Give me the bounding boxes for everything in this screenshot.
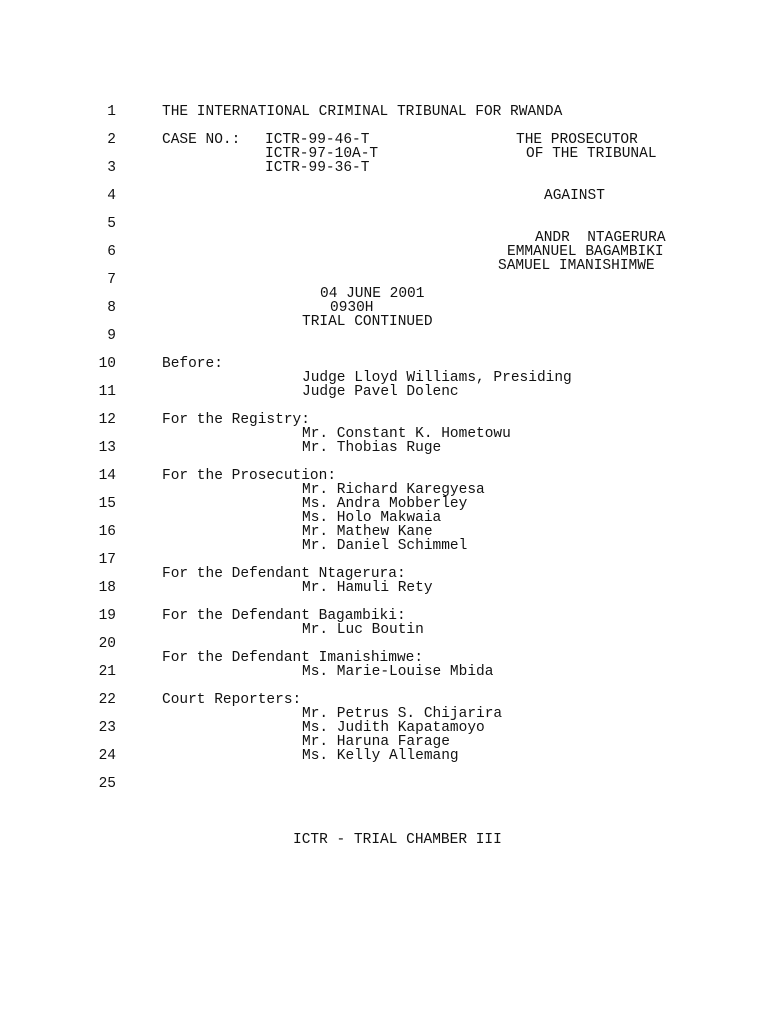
page-footer: ICTR - TRIAL CHAMBER III <box>293 832 502 848</box>
registry-label: For the Registry: <box>162 412 310 428</box>
line-number: 20 <box>98 636 116 652</box>
prosecution-member: Mr. Daniel Schimmel <box>302 538 468 554</box>
registry-member: Mr. Constant K. Hometowu <box>302 426 511 442</box>
prosecution-member: Mr. Richard Karegyesa <box>302 482 485 498</box>
case-number: ICTR-97-10A-T <box>265 146 379 162</box>
prosecution-member: Ms. Holo Makwaia <box>302 510 442 526</box>
imanishimwe-defence-label: For the Defendant Imanishimwe: <box>162 650 424 666</box>
line-number: 17 <box>98 552 116 568</box>
against-label: AGAINST <box>544 188 605 204</box>
line-number: 24 <box>98 748 116 764</box>
case-number: ICTR-99-46-T <box>265 132 370 148</box>
prosecution-member: Mr. Mathew Kane <box>302 524 433 540</box>
before-label: Before: <box>162 356 223 372</box>
court-reporter: Ms. Judith Kapatamoyo <box>302 720 485 736</box>
line-number: 23 <box>98 720 116 736</box>
court-reporter: Mr. Petrus S. Chijarira <box>302 706 503 722</box>
line-number: 15 <box>98 496 116 512</box>
registry-member: Mr. Thobias Ruge <box>302 440 442 456</box>
court-reporter: Ms. Kelly Allemang <box>302 748 459 764</box>
defendant-name: EMMANUEL BAGAMBIKI <box>507 244 664 260</box>
line-number: 3 <box>107 160 116 176</box>
line-number: 25 <box>98 776 116 792</box>
prosecutor-line: OF THE TRIBUNAL <box>526 146 657 162</box>
line-number: 5 <box>107 216 116 232</box>
line-number: 2 <box>107 132 116 148</box>
session-date: 04 JUNE 2001 <box>320 286 425 302</box>
ntagerura-counsel: Mr. Hamuli Rety <box>302 580 433 596</box>
line-number: 10 <box>98 356 116 372</box>
judge-name: Judge Pavel Dolenc <box>302 384 459 400</box>
prosecution-label: For the Prosecution: <box>162 468 337 484</box>
defendant-name: SAMUEL IMANISHIMWE <box>498 258 655 274</box>
line-number: 18 <box>98 580 116 596</box>
line-number: 19 <box>98 608 116 624</box>
line-number: 7 <box>107 272 116 288</box>
line-number: 8 <box>107 300 116 316</box>
session-status: TRIAL CONTINUED <box>302 314 433 330</box>
line-number: 12 <box>98 412 116 428</box>
case-label: CASE NO.: <box>162 132 241 148</box>
court-reporter: Mr. Haruna Farage <box>302 734 450 750</box>
line-number: 1 <box>107 104 116 120</box>
bagambiki-defence-label: For the Defendant Bagambiki: <box>162 608 406 624</box>
line-number: 21 <box>98 664 116 680</box>
document-title: THE INTERNATIONAL CRIMINAL TRIBUNAL FOR RWANDA <box>162 104 563 120</box>
case-number: ICTR-99-36-T <box>265 160 370 176</box>
prosecutor-line: THE PROSECUTOR <box>516 132 638 148</box>
line-number: 9 <box>107 328 116 344</box>
line-number: 14 <box>98 468 116 484</box>
line-number: 13 <box>98 440 116 456</box>
line-number: 16 <box>98 524 116 540</box>
prosecution-member: Ms. Andra Mobberley <box>302 496 468 512</box>
line-number: 11 <box>98 384 116 400</box>
reporters-label: Court Reporters: <box>162 692 302 708</box>
line-number: 22 <box>98 692 116 708</box>
defendant-name: ANDR NTAGERURA <box>535 230 666 246</box>
line-number: 6 <box>107 244 116 260</box>
line-number: 4 <box>107 188 116 204</box>
session-time: 0930H <box>330 300 374 316</box>
bagambiki-counsel: Mr. Luc Boutin <box>302 622 424 638</box>
judge-name: Judge Lloyd Williams, Presiding <box>302 370 572 386</box>
ntagerura-defence-label: For the Defendant Ntagerura: <box>162 566 406 582</box>
imanishimwe-counsel: Ms. Marie-Louise Mbida <box>302 664 494 680</box>
